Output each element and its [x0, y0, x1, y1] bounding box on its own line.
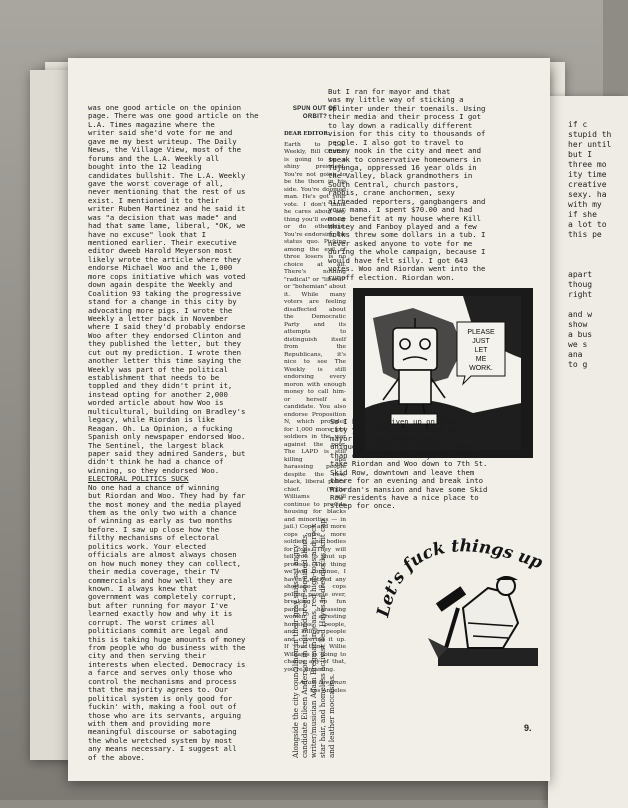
text-line: multicultural, building on Bradley's [88, 406, 246, 416]
text-line: endorse Michael Woo and the 1,000 [88, 263, 233, 273]
text-line: interests when elected. Democracy is [88, 659, 246, 669]
text-line: down again despite the Weekly and [88, 280, 233, 290]
text-line: their media coverage, their TV [88, 567, 220, 577]
text-line: was my little way of sticking a [328, 95, 464, 105]
text-line: Tujunga, oppressed 16 year olds in [328, 162, 477, 172]
facing-page [548, 96, 628, 808]
text-line: was "a decision that was made" and [88, 212, 237, 222]
text-line: learned exactly how and why it is [88, 609, 233, 619]
text-line: vision for this city to thousands of [328, 129, 486, 139]
speech-line: PLEASE [467, 329, 495, 336]
text-line: your mama. I spent $70.00 and had [328, 205, 473, 215]
text-line: known. I always knew that [88, 583, 198, 593]
facing-page-line: creative [568, 180, 607, 189]
facing-page-line: to g [568, 360, 588, 369]
text-line: No one had a chance of winning [88, 482, 220, 492]
text-line: sleep for once. [330, 501, 396, 511]
text-line: from people who do business with the [88, 643, 246, 652]
text-line: would have felt silly. I got 643 [328, 255, 468, 265]
text-line: was one good article on the opinion [88, 103, 241, 112]
text-line: of the above. [88, 752, 145, 762]
text-line: than ever before. I'd just like to [330, 450, 479, 460]
text-line: toppled and they didn't print it, [88, 381, 233, 391]
zine-page [68, 58, 550, 781]
text-line: Coalition 93 taking the progressive [88, 288, 241, 298]
text-line: officials are almost always chosen [88, 550, 237, 560]
facing-page-line: stupid th [568, 130, 612, 139]
facing-page-line: right [568, 290, 593, 299]
facing-page-line: ana [568, 350, 583, 359]
facing-page-line: show [568, 320, 588, 329]
text-line: take Riordan and Woo down to 7th St. [330, 459, 488, 469]
speech-line: WORK. [469, 365, 493, 372]
facing-page-line: apart [568, 270, 593, 279]
text-line: L.A. Times magazine where the [88, 119, 215, 129]
text-line: with them and providing more [88, 718, 211, 728]
facing-page-line: if she [568, 210, 597, 219]
text-line: Weekly a letter back in November [88, 313, 228, 323]
text-line: But I ran for mayor and that [328, 87, 451, 96]
text-line: them as the only two with a chance [88, 508, 237, 517]
text-line: have no excuse" look that I [88, 229, 207, 239]
text-line: Woo after they endorsed Clinton and [88, 330, 241, 340]
text-line: South Central, church pastors, [328, 179, 460, 189]
stamp-slogan: Let's fuck things up [373, 536, 546, 620]
text-line: never asked anyone to vote for me [328, 238, 473, 248]
text-line: those who are its servants, arguing [88, 710, 241, 720]
text-line: likely wrote the article where they [88, 254, 241, 264]
text-line: editor dweeb Harold Meyerson most [88, 246, 233, 256]
text-line: votes. Woo and Riordan went into the [328, 264, 486, 274]
lets-fuck-things-up-graphic [368, 498, 548, 678]
text-line: instead opting for another 2,000 [88, 389, 228, 399]
text-line: of winning as early as two months [88, 516, 233, 526]
text-line: meaningful discourse or sabotaging [88, 727, 237, 737]
text-line: more benefit at my house where Kill [328, 213, 481, 223]
text-line: politics work. Your elected [88, 541, 207, 551]
page-number: 9. [524, 723, 532, 733]
facing-page-line: thoug [568, 280, 593, 289]
facing-page-line: three mo [568, 160, 607, 169]
text-line: runoff election. Riordan won. [328, 272, 455, 282]
text-line: city yet. Actually running for [330, 425, 462, 435]
text-line: So I haven't given up on this [330, 417, 457, 426]
facing-page-line: a bus [568, 330, 593, 339]
letter-salutation: DEAR EDITOR: [284, 131, 330, 137]
text-line: Spanish only newspaper endorsed Woo. [88, 432, 246, 442]
text-line: didn't think he had a chance of [88, 457, 224, 467]
text-line: government was completely corrupt, [88, 592, 237, 602]
facing-page-line: sexy. ha [568, 190, 607, 199]
text-line: mayor made me appreciate its [330, 433, 453, 443]
text-line: that the majority agrees to. Our [88, 685, 228, 695]
text-line: but after running for mayor I've [88, 600, 228, 610]
facing-page-line: we s [568, 340, 588, 349]
text-line: Weekly was part of the political [88, 364, 228, 374]
section-heading: ELECTORAL POLITICS SUCK [88, 474, 189, 484]
text-line: gave the worst coverage of all, [88, 178, 224, 188]
text-line: commercials and how well they are [88, 575, 233, 585]
left-column-text [88, 104, 282, 762]
text-line: Riordan's mansion and have some Skid [330, 484, 488, 494]
text-line: rabbis, crane anchormen, sexy [328, 188, 455, 198]
text-line: they published the letter, but they [88, 339, 241, 349]
text-line: splinter under their toenails. Using [328, 103, 486, 113]
facing-page-line: with my [568, 200, 602, 209]
right-column-bottom-text [330, 418, 530, 511]
worker-with-jackhammer-icon [428, 576, 538, 666]
text-line: folks threw some dollars in a tub. I [328, 230, 486, 240]
text-line: paper said they admired Sanders, but [88, 448, 246, 458]
text-line: gave me my best writeup. The Daily [88, 136, 237, 146]
text-line: speak to conservative homeowners in [328, 154, 481, 164]
text-line: bought into the 12 leading [88, 162, 202, 172]
letter-signature: —Adam Bregman [293, 680, 346, 686]
text-line: exist. I mentioned it to their [88, 195, 220, 205]
text-line: politicians commit are legal and [88, 626, 228, 636]
text-line: writer Ruben Martinez and he said it [88, 204, 246, 214]
letter-heading: SPUN OUT OF ORBIT? [292, 106, 338, 120]
text-line: page. There was one good article on the [88, 111, 259, 121]
text-line: every nook in the city and meet and [328, 146, 481, 156]
text-line: the Valley, black grandmothers in [328, 171, 473, 181]
text-line: their media and their process I got [328, 112, 481, 122]
speech-line: JUST [472, 338, 490, 345]
text-line: the most money and the media played [88, 499, 241, 509]
facing-page-line: ity time [568, 170, 607, 179]
text-line: where I said they'd probably endorse [88, 322, 246, 332]
text-line: political system is only good for [88, 693, 233, 703]
text-line: The Sentinel, the largest black [88, 440, 224, 450]
letter-location: Los Angeles [309, 687, 346, 694]
text-line: but Riordan and Woo. They had by far [88, 491, 246, 501]
facing-page-line: if c [568, 120, 588, 129]
text-line: writer said she'd vote for me and [88, 128, 233, 138]
text-line: a farce and serves only those who [88, 668, 233, 678]
text-line: never mentioning that the rest of us [88, 187, 246, 197]
letter-body: Earth to L.A. Weekly, Bill Clinton is going to be a shiny president. You're not going to be the thorn in his side. You're doomed man. He's got your vote. I don't think he cares about any thing you'll ever say or do otherwise. You're endorsing the status quo. Picking among the evil of three losers is no choice at all. There's nothing "radical" or "liberal" or "bohemian" about it. While many voters are feeling disaffected about the Democratic Party and its attempts to distinguish itself from the Republicans, it's nice to see The Weekly is still endorsing every moron with enough money to call him- or herself a candidate. You also endorse Proposition N, which provides for 1,000 more foot soldiers in the war against the poor. The LAPD is still killing and harassing people despite the new, black, liberal police chief. (Willie Williams will continue to provide housing for blacks and minorities — in jail.) Cops and more cops give more soldiers and bodies for cops. They will tell you to shut up protests. The thing we will continue, I haven't noticed any shortage of cops polling people over, breaking up fun parties, harassing women, arresting homeless people, and killing people and covering it up. If you think Willie Williams is going to change any of that, you're dreaming. [284, 141, 346, 673]
text-line: Skid Row, downtown and leave them [330, 467, 475, 477]
text-line: advocating more pigs. I wrote the [88, 305, 233, 315]
text-line: worded article about how Woo is [88, 398, 224, 408]
text-line: legacy, while Riordan is like [88, 415, 215, 425]
facing-page-line: this pe [568, 230, 602, 239]
text-line: stand for a change in this city by [88, 297, 237, 307]
text-line: during the whole campaign, because I [328, 247, 486, 257]
facing-page-line: her until [568, 140, 612, 149]
text-line: airheaded reporters, gangbangers and [328, 196, 486, 206]
text-line: to lay down a radically different [328, 120, 473, 130]
facing-page-line: a lot to [568, 220, 607, 229]
text-line: Row residents have a nice place to [330, 492, 479, 502]
text-line: any means necessary. I suggest all [88, 744, 237, 754]
text-line: the whole wretched system by most [88, 735, 233, 745]
facing-page-line: and w [568, 310, 593, 319]
photo-caption-vertical [291, 508, 351, 758]
text-line: News, the Village View, most of the [88, 145, 241, 155]
speech-line: LET [474, 347, 488, 354]
text-line: establishment that needs to be [88, 373, 220, 382]
text-line: forums and the L.A. Weekly all [88, 153, 220, 163]
text-line: another letter this time saying the [88, 356, 241, 366]
text-line: mentioned earlier. Their executive [88, 238, 237, 247]
text-line: Whitey and Fanboy played and a few [328, 222, 477, 231]
facing-page-line: but I [568, 150, 593, 159]
text-line: people. I also got to travel to [328, 137, 464, 147]
speech-line: ME [475, 356, 487, 363]
text-line: on how much money they can collect, [88, 558, 241, 568]
text-line: uniqueness and its diversity more [330, 442, 475, 452]
text-line: city and then serving their [88, 651, 207, 661]
text-line: filthy mechanisms of electoral [88, 533, 220, 543]
text-line: corrupt. The worst crimes all [88, 617, 215, 627]
text-line: there for an evening and break into [330, 476, 483, 486]
caption-text: Alongside the city councilmen in their gray suits sat angry candidate Eileen Anderson in knit and green-sequined shorts, writer/musician Adam Bregman in jeans, red high-tops and rock star hair, and homeless activist Ted Hayes in dreadlocks, knit cap and leather moccasins. [291, 518, 336, 758]
text-line: fuckin' with, making a fool out of [88, 702, 237, 712]
text-line: this is taking huge amounts of money [88, 634, 246, 644]
text-line: had that same lame, liberal, "OK, we [88, 221, 246, 231]
text-line: before. I saw up close how the [88, 524, 220, 534]
text-line: winning, so they endorsed Woo. [88, 465, 220, 475]
text-line: Reagan. Oh. La Opinion, a fucking [88, 423, 233, 433]
text-line: control the mechanisms and process [88, 676, 237, 686]
right-column-top-text [328, 88, 528, 282]
text-line: more cops initiative which was voted [88, 271, 246, 281]
speech-bubble [457, 322, 505, 384]
text-line: cut out my prediction. I wrote then [88, 347, 241, 357]
text-line: candidates bullshit. The L.A. Weekly [88, 170, 246, 180]
